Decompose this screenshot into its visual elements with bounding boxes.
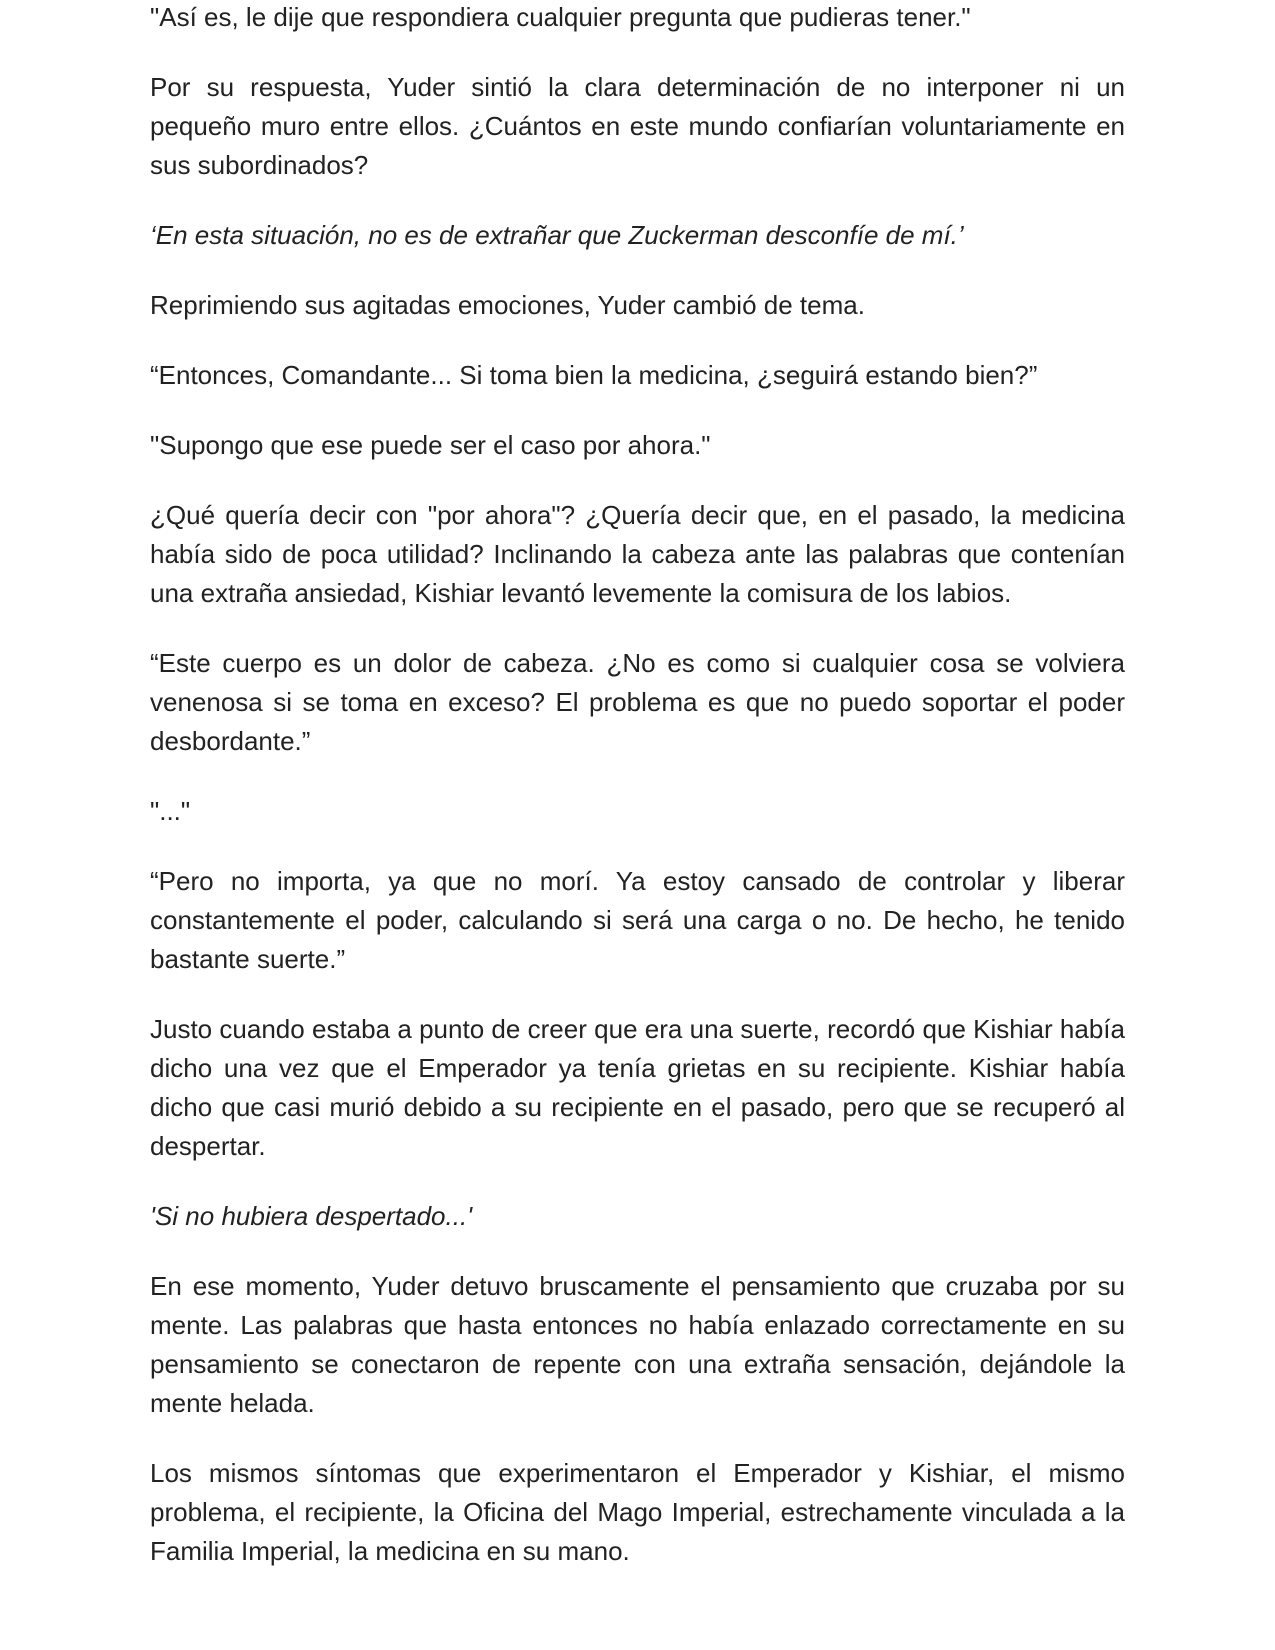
paragraph: En ese momento, Yuder detuvo bruscamente el pensamiento que cruzaba por su mente. Las palabras que hasta entonces no había enlazado correctamente en su pensamiento se conectaron de repente con una extraña sensación, dejándole la mente helada. [150, 1271, 1125, 1418]
paragraph-thought: ‘En esta situación, no es de extrañar que Zuckerman desconfíe de mí.’ [150, 220, 964, 250]
paragraph: “Pero no importa, ya que no morí. Ya estoy cansado de controlar y liberar constantemente el poder, calculando si será una carga o no. De hecho, he tenido bastante suerte.” [150, 866, 1125, 974]
paragraph: “Entonces, Comandante... Si toma bien la medicina, ¿seguirá estando bien?” [150, 360, 1038, 390]
document-page [150, 0, 1125, 1602]
paragraph: Los mismos síntomas que experimentaron el Emperador y Kishiar, el mismo problema, el recipiente, la Oficina del Mago Imperial, estrechamente vinculada a la Familia Imperial, la medicina en su mano. [150, 1458, 1125, 1566]
paragraph-thought: 'Si no hubiera despertado...' [150, 1201, 473, 1231]
paragraph: ¿Qué quería decir con "por ahora"? ¿Quería decir que, en el pasado, la medicina había sido de poca utilidad? Inclinando la cabeza ante las palabras que contenían una extraña ansiedad, Kishiar levantó levemente la comisura de los labios. [150, 500, 1125, 608]
paragraph: "Supongo que ese puede ser el caso por ahora." [150, 430, 711, 460]
paragraph: "Así es, le dije que respondiera cualquier pregunta que pudieras tener." [150, 2, 971, 32]
paragraph: “Este cuerpo es un dolor de cabeza. ¿No es como si cualquier cosa se volviera venenosa si se toma en exceso? El problema es que no puedo soportar el poder desbordante.” [150, 648, 1125, 756]
paragraph: Por su respuesta, Yuder sintió la clara determinación de no interponer ni un pequeño muro entre ellos. ¿Cuántos en este mundo confiarían voluntariamente en sus subordinados? [150, 72, 1125, 180]
paragraph: Reprimiendo sus agitadas emociones, Yuder cambió de tema. [150, 290, 865, 320]
paragraph: "..." [150, 796, 191, 826]
paragraph: Justo cuando estaba a punto de creer que era una suerte, recordó que Kishiar había dicho una vez que el Emperador ya tenía grietas en su recipiente. Kishiar había dicho que casi murió debido a su recipiente en el pasado, pero que se recuperó al despertar. [150, 1014, 1125, 1161]
